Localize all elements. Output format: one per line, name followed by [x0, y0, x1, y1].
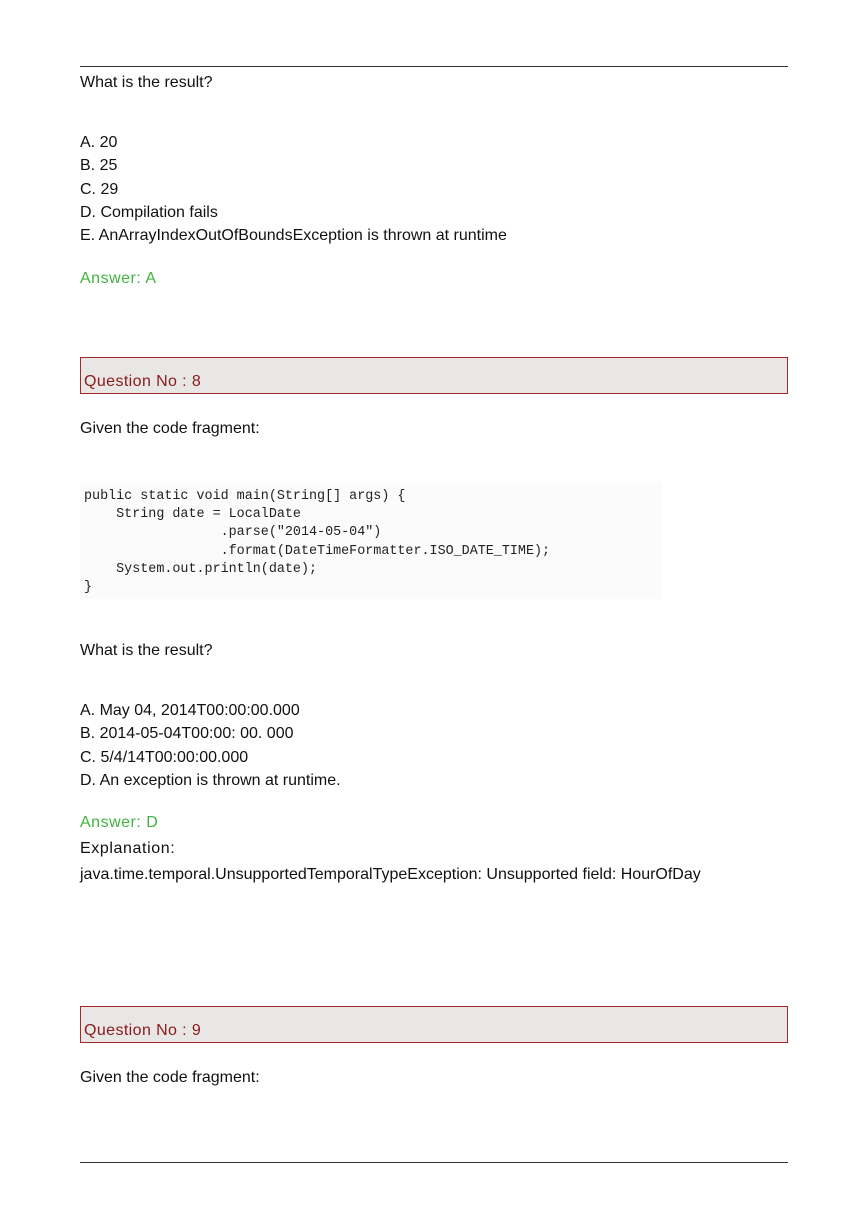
answer-label: Answer: A [80, 270, 157, 287]
option-c: C. 5/4/14T00:00:00.000 [80, 748, 249, 766]
code-line: String date = LocalDate [84, 507, 301, 523]
option-a: A. May 04, 2014T00:00:00.000 [80, 702, 300, 719]
code-line: .format(DateTimeFormatter.ISO_DATE_TIME); [84, 543, 551, 559]
code-fragment [80, 483, 662, 599]
option-d: D. An exception is thrown at runtime. [80, 771, 341, 789]
result-prompt: What is the result? [80, 74, 213, 91]
question-intro: Given the code fragment: [80, 1069, 260, 1086]
question-intro: Given the code fragment: [80, 420, 260, 437]
question-header [80, 1006, 788, 1043]
option-a: A. 20 [80, 134, 118, 151]
option-b: B. 2014-05-04T00:00: 00. 000 [80, 725, 294, 743]
top-rule [80, 66, 788, 67]
option-c: C. 29 [80, 180, 119, 198]
bottom-rule [80, 1162, 788, 1163]
option-d: D. Compilation fails [80, 203, 218, 221]
code-line: } [84, 580, 93, 596]
result-prompt: What is the result? [80, 642, 213, 659]
answer-label: Answer: D [80, 814, 159, 831]
option-b: B. 25 [80, 157, 118, 175]
code-line: .parse("2014-05-04") [84, 525, 382, 541]
options-list [80, 131, 507, 247]
explanation-text: java.time.temporal.UnsupportedTemporalTypeException: Unsupported field: HourOfDay [80, 866, 701, 883]
code-line: public static void main(String[] args) { [84, 489, 406, 504]
question-number: Question No : 9 [84, 1022, 202, 1039]
code-line: System.out.println(date); [84, 561, 318, 577]
options-list [80, 699, 341, 792]
option-e: E. AnArrayIndexOutOfBoundsException is thrown at runtime [80, 227, 507, 245]
question-header [80, 357, 788, 394]
question-number: Question No : 8 [84, 373, 202, 390]
explanation-label: Explanation: [80, 840, 176, 857]
